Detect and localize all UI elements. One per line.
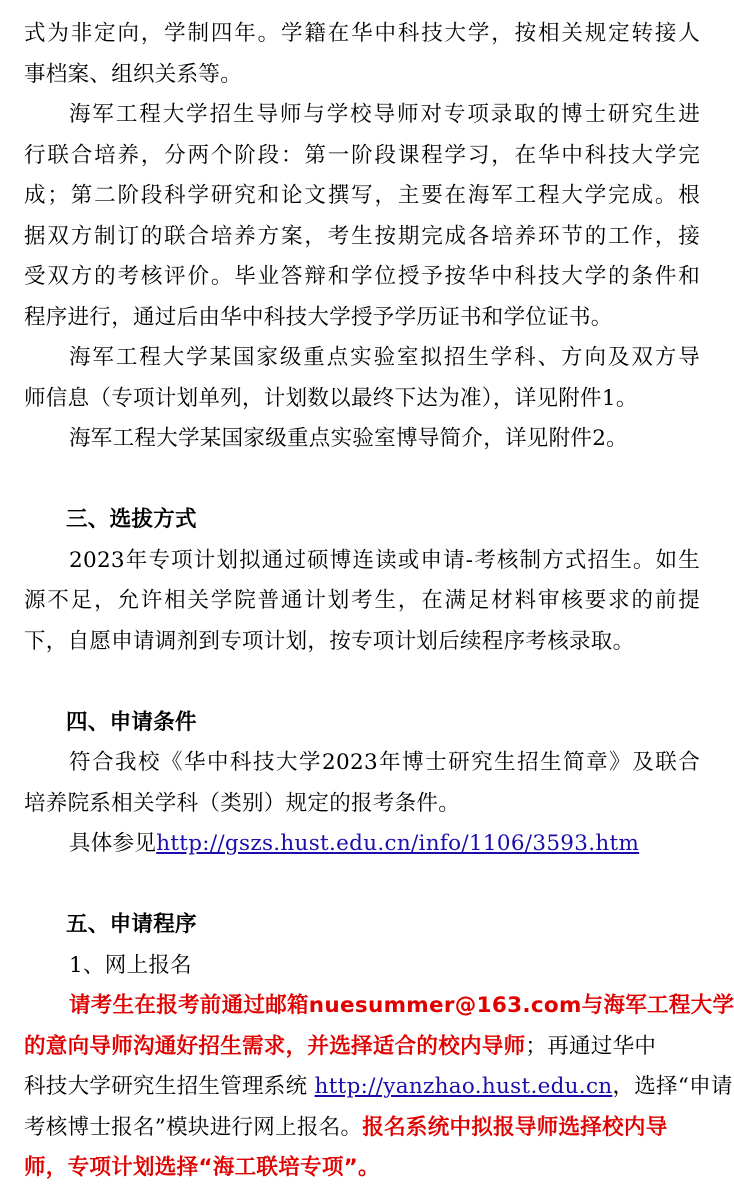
emphasis-text: 报名系统中拟报导师选择校内导 [362, 1114, 668, 1140]
text-line: 成；第二阶段科学研究和论文撰写，主要在海军工程大学完成。根 [24, 183, 700, 208]
plain-text: ；再通过华中 [525, 1033, 657, 1059]
section-application-procedure [24, 905, 734, 1189]
paragraph-supervisor-intro [24, 419, 700, 460]
text-line: 师信息（专项计划单列，计划数以最终下达为准），详见附件1。 [24, 385, 638, 411]
text-line: 海军工程大学招生导师与学校导师对专项录取的博士研究生进 [69, 102, 700, 127]
text-line: 下，自愿申请调剂到专项计划，按专项计划后续程序考核录取。 [24, 628, 635, 654]
document-page [24, 14, 734, 1189]
section-heading: 三、选拔方式 [66, 507, 197, 532]
step-label: 1、网上报名 [69, 952, 192, 978]
section-application-requirements [24, 703, 700, 865]
text-line: 培养院系相关学科（类别）规定的报考条件。 [24, 790, 461, 816]
plain-text: ，选择“申请 [612, 1074, 733, 1099]
text-line: 据双方制订的联合培养方案，考生按期完成各培养环节的工作，接 [24, 223, 700, 249]
spacer [24, 662, 700, 703]
mixed-line [24, 1067, 733, 1108]
plain-text: 考核博士报名”模块进行网上报名。 [24, 1114, 363, 1140]
emphasis-line: 师，专项计划选择“海工联培专项”。 [24, 1155, 380, 1180]
paragraph-enrollment [24, 14, 700, 95]
mixed-line [24, 1027, 700, 1068]
section-selection-method [24, 500, 700, 662]
plain-text: 科技大学研究生招生管理系统 [24, 1074, 315, 1099]
emphasis-text: 的意向导师沟通好招生需求，并选择适合的校内导师 [24, 1033, 526, 1059]
text-line: 受双方的考核评价。毕业答辩和学位授予按华中科技大学的条件和 [24, 264, 700, 289]
paragraph-joint-training [24, 95, 700, 338]
reference-line [24, 824, 700, 865]
text-line: 海军工程大学某国家级重点实验室博导简介，详见附件2。 [69, 426, 628, 451]
paragraph-lab-info [24, 338, 700, 419]
gszs-link[interactable]: http://gszs.hust.edu.cn/info/1106/3593.htm [156, 831, 640, 856]
text-line: 式为非定向，学制四年。学籍在华中科技大学，按相关规定转接人 [24, 21, 700, 46]
yanzhao-link[interactable]: http://yanzhao.hust.edu.cn [314, 1074, 613, 1099]
text-line: 源不足，允许相关学院普通计划考生，在满足材料审核要求的前提 [24, 588, 700, 613]
text-line: 行联合培养，分两个阶段：第一阶段课程学习，在华中科技大学完 [24, 142, 700, 168]
reference-prefix: 具体参见 [69, 831, 157, 856]
text-line: 事档案、组织关系等。 [24, 61, 243, 87]
section-heading: 四、申请条件 [66, 709, 197, 735]
section-heading: 五、申请程序 [66, 912, 197, 937]
text-line: 2023年专项计划拟通过硕博连读或申请-考核制方式招生。如生 [69, 547, 700, 573]
spacer [24, 865, 700, 906]
emphasis-line: 请考生在报考前通过邮箱nuesummer@163.com与海军工程大学 [69, 993, 734, 1018]
spacer [24, 460, 700, 501]
mixed-line [24, 1108, 700, 1149]
text-line: 符合我校《华中科技大学2023年博士研究生招生简章》及联合 [69, 750, 700, 775]
text-line: 海军工程大学某国家级重点实验室拟招生学科、方向及双方导 [69, 345, 700, 370]
text-line: 程序进行，通过后由华中科技大学授予学历证书和学位证书。 [24, 304, 613, 330]
